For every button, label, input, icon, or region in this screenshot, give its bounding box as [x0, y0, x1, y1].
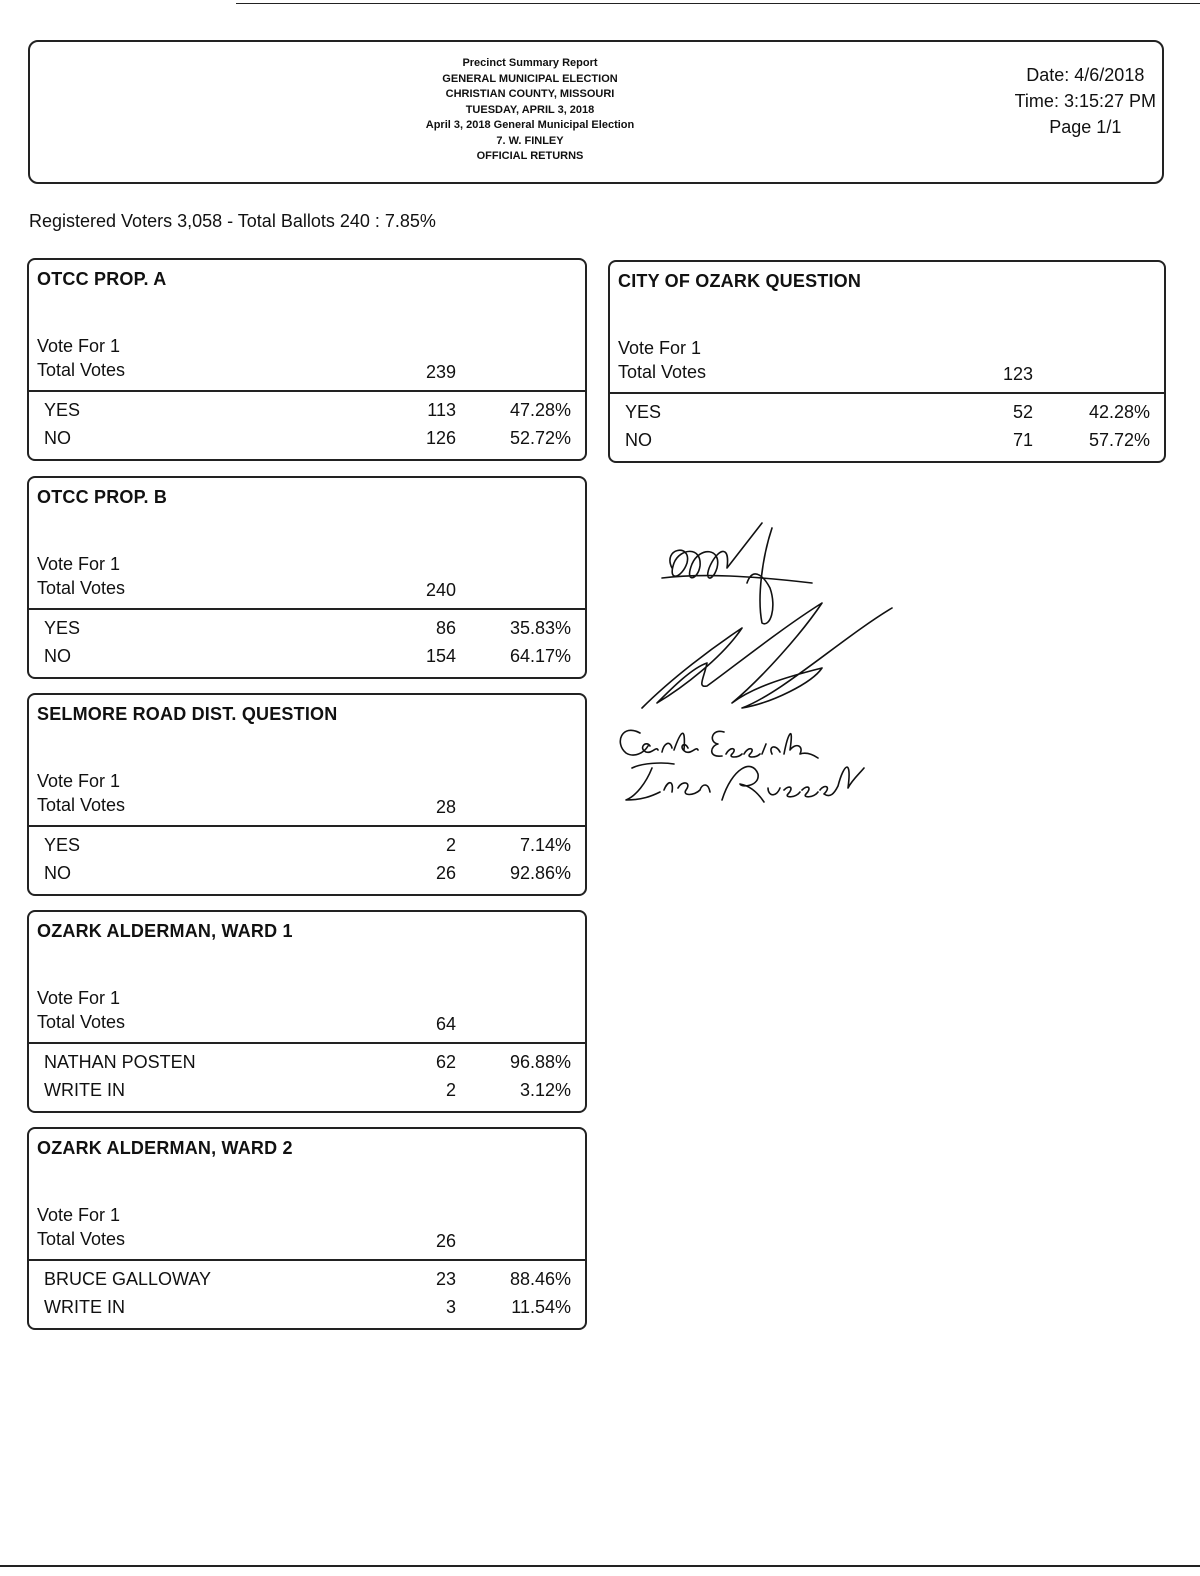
- turnout-summary: Registered Voters 3,058 - Total Ballots 240 : 7.85%: [29, 211, 436, 231]
- signatures: [612, 518, 902, 818]
- contest-title: CITY OF OZARK QUESTION: [618, 271, 862, 291]
- contest-title: OTCC PROP. A: [37, 269, 167, 289]
- divider: [610, 392, 1164, 394]
- choice-name: NO: [44, 646, 71, 666]
- candidate-row: [29, 400, 585, 426]
- jurisdiction: CHRISTIAN COUNTY, MISSOURI: [445, 88, 615, 100]
- choice-name: NO: [625, 430, 652, 450]
- signature-scrawls: [612, 518, 902, 818]
- choice-votes: 126: [425, 428, 456, 448]
- choice-name: YES: [44, 835, 81, 855]
- choice-percent: 7.14%: [519, 835, 571, 855]
- contest-title: OZARK ALDERMAN, WARD 1: [37, 921, 293, 941]
- choice-percent: 11.54%: [511, 1297, 571, 1317]
- candidate-row: [29, 428, 585, 454]
- divider: [29, 390, 585, 392]
- candidate-row: [29, 618, 585, 644]
- total-votes-value: 28: [435, 797, 456, 817]
- election-description: April 3, 2018 General Municipal Election: [425, 119, 635, 131]
- report-date: Date: 4/6/2018: [1026, 65, 1145, 85]
- candidate-row: [29, 1269, 585, 1295]
- precinct-name: 7. W. FINLEY: [496, 134, 564, 147]
- report-header: [28, 40, 1164, 184]
- report-title: Precinct Summary Report: [462, 57, 598, 69]
- total-votes-label: Total Votes: [37, 1012, 126, 1032]
- choice-percent: 52.72%: [509, 428, 571, 448]
- choice-percent: 88.46%: [509, 1269, 571, 1289]
- choice-name: NO: [44, 428, 71, 448]
- choice-percent: 92.86%: [509, 863, 571, 883]
- candidate-row: [29, 863, 585, 889]
- total-votes-value: 240: [425, 580, 456, 600]
- candidate-row: [29, 1080, 585, 1106]
- contest-otcc-prop-a: [27, 258, 587, 461]
- vote-for: Vote For 1: [37, 336, 121, 356]
- choice-name: NO: [44, 863, 71, 883]
- divider: [29, 608, 585, 610]
- vote-for: Vote For 1: [37, 771, 121, 791]
- choice-votes: 2: [445, 835, 456, 855]
- choice-name: WRITE IN: [44, 1297, 125, 1317]
- contest-ozark-alderman-ward-2: [27, 1127, 587, 1330]
- choice-name: WRITE IN: [44, 1080, 125, 1100]
- report-meta: [1015, 62, 1156, 140]
- choice-percent: 64.17%: [509, 646, 571, 666]
- election-date: TUESDAY, APRIL 3, 2018: [465, 103, 595, 116]
- choice-percent: 3.12%: [519, 1080, 571, 1100]
- total-votes-label: Total Votes: [37, 795, 126, 815]
- divider: [29, 825, 585, 827]
- choice-votes: 26: [435, 863, 456, 883]
- choice-name: YES: [44, 400, 81, 420]
- candidate-row: [29, 1052, 585, 1078]
- choice-name: NATHAN POSTEN: [44, 1052, 196, 1072]
- total-votes-label: Total Votes: [37, 1229, 126, 1249]
- candidate-row: [610, 402, 1164, 428]
- choice-votes: 113: [427, 400, 456, 420]
- choice-votes: 3: [445, 1297, 456, 1317]
- candidate-row: [29, 646, 585, 672]
- choice-percent: 35.83%: [509, 618, 571, 638]
- choice-name: BRUCE GALLOWAY: [44, 1269, 212, 1289]
- divider: [29, 1259, 585, 1261]
- total-votes-value: 239: [425, 362, 456, 382]
- report-title-block: [310, 56, 750, 165]
- contest-city-of-ozark-question: [608, 260, 1166, 463]
- vote-for: Vote For 1: [37, 988, 121, 1008]
- choice-name: YES: [625, 402, 662, 422]
- choice-votes: 2: [445, 1080, 456, 1100]
- signature-4: [626, 763, 864, 802]
- bottom-rule: [0, 1565, 1200, 1567]
- divider: [29, 1042, 585, 1044]
- total-votes-label: Total Votes: [618, 362, 707, 382]
- contest-selmore-road-dist-question: [27, 693, 587, 896]
- candidate-row: [610, 430, 1164, 456]
- report-time: Time: 3:15:27 PM: [1014, 91, 1156, 111]
- choice-votes: 154: [425, 646, 456, 666]
- returns-type: OFFICIAL RETURNS: [476, 150, 584, 162]
- candidate-row: [29, 835, 585, 861]
- contest-title: SELMORE ROAD DIST. QUESTION: [37, 704, 338, 724]
- choice-votes: 52: [1012, 402, 1033, 422]
- top-rule: [236, 3, 1200, 4]
- election-name: GENERAL MUNICIPAL ELECTION: [442, 72, 618, 85]
- signature-1: [662, 523, 812, 624]
- total-votes-value: 26: [435, 1231, 456, 1251]
- choice-percent: 57.72%: [1088, 430, 1150, 450]
- choice-percent: 47.28%: [509, 400, 571, 420]
- total-votes-label: Total Votes: [37, 360, 126, 380]
- contest-ozark-alderman-ward-1: [27, 910, 587, 1113]
- signature-2: [642, 603, 892, 708]
- choice-name: YES: [44, 618, 81, 638]
- vote-for: Vote For 1: [37, 554, 121, 574]
- vote-for: Vote For 1: [618, 338, 702, 358]
- total-votes-label: Total Votes: [37, 578, 126, 598]
- total-votes-value: 64: [435, 1014, 456, 1034]
- page-number: Page 1/1: [1049, 117, 1122, 137]
- choice-votes: 71: [1012, 430, 1033, 450]
- vote-for: Vote For 1: [37, 1205, 121, 1225]
- contest-otcc-prop-b: [27, 476, 587, 679]
- choice-percent: 96.88%: [509, 1052, 571, 1072]
- choice-votes: 86: [435, 618, 456, 638]
- choice-votes: 23: [435, 1269, 456, 1289]
- contest-title: OZARK ALDERMAN, WARD 2: [37, 1138, 293, 1158]
- choice-percent: 42.28%: [1088, 402, 1150, 422]
- candidate-row: [29, 1297, 585, 1323]
- choice-votes: 62: [435, 1052, 456, 1072]
- total-votes-value: 123: [1002, 364, 1033, 384]
- signature-3: [620, 730, 818, 758]
- contest-title: OTCC PROP. B: [37, 487, 168, 507]
